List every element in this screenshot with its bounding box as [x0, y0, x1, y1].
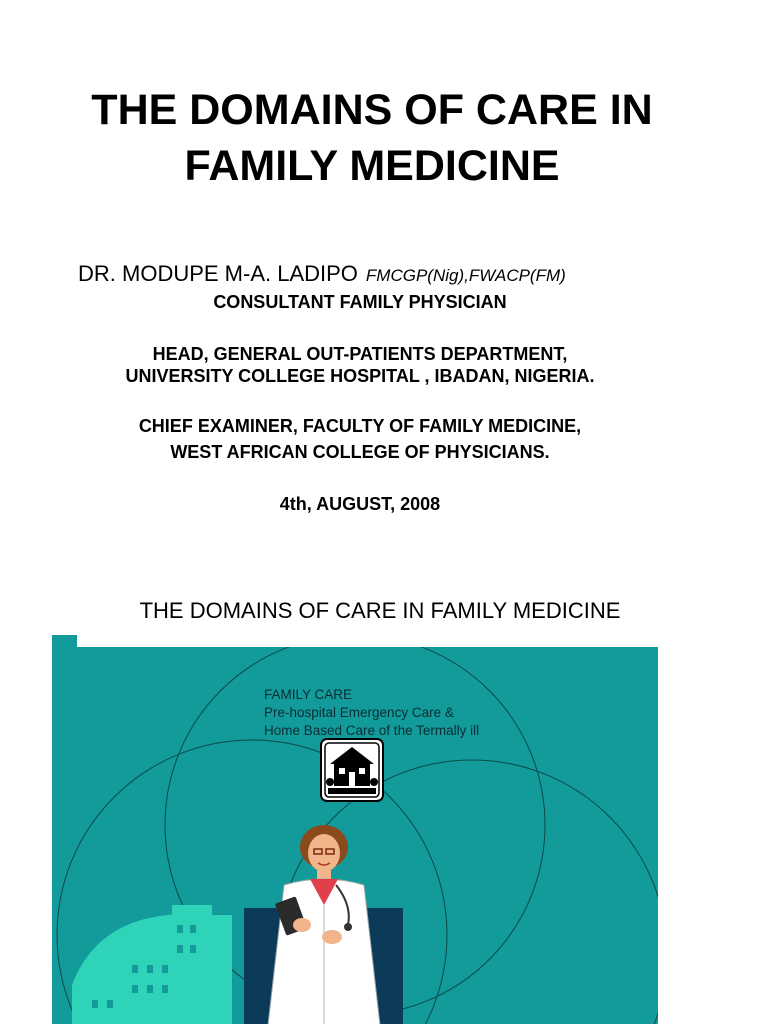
buildings-icon	[72, 905, 232, 1024]
family-care-heading: FAMILY CARE	[264, 687, 353, 702]
domains-diagram-panel	[52, 635, 658, 1024]
family-care-text	[264, 686, 479, 740]
examiner-line-1: CHIEF EXAMINER, FACULTY OF FAMILY MEDICINE,	[138, 416, 582, 436]
author-role: CONSULTANT FAMILY PHYSICIAN	[213, 292, 507, 312]
family-care-line-2: Home Based Care of the Termally ill	[264, 723, 480, 738]
panel-notch	[77, 635, 658, 647]
title-line-1: THE DOMAINS OF CARE IN	[91, 86, 653, 134]
page-title	[0, 82, 744, 194]
slide2-title: THE DOMAINS OF CARE IN FAMILY MEDICINE	[139, 598, 621, 623]
affiliation-line-2: UNIVERSITY COLLEGE HOSPITAL , IBADAN, NIGERIA.	[125, 366, 595, 386]
house-icon	[320, 738, 384, 802]
title-line-2: FAMILY MEDICINE	[184, 142, 560, 190]
affiliation-line-1: HEAD, GENERAL OUT-PATIENTS DEPARTMENT,	[152, 344, 568, 364]
author-name: DR. MODUPE M-A. LADIPO	[78, 261, 358, 286]
family-care-line-1: Pre-hospital Emergency Care &	[264, 705, 454, 720]
examiner-line-2: WEST AFRICAN COLLEGE OF PHYSICIANS.	[170, 442, 550, 462]
author-qualifications: FMCGP(Nig),FWACP(FM)	[365, 266, 566, 285]
author-line	[78, 260, 566, 290]
doctor-icon	[244, 825, 404, 1024]
presentation-date: 4th, AUGUST, 2008	[279, 494, 441, 514]
